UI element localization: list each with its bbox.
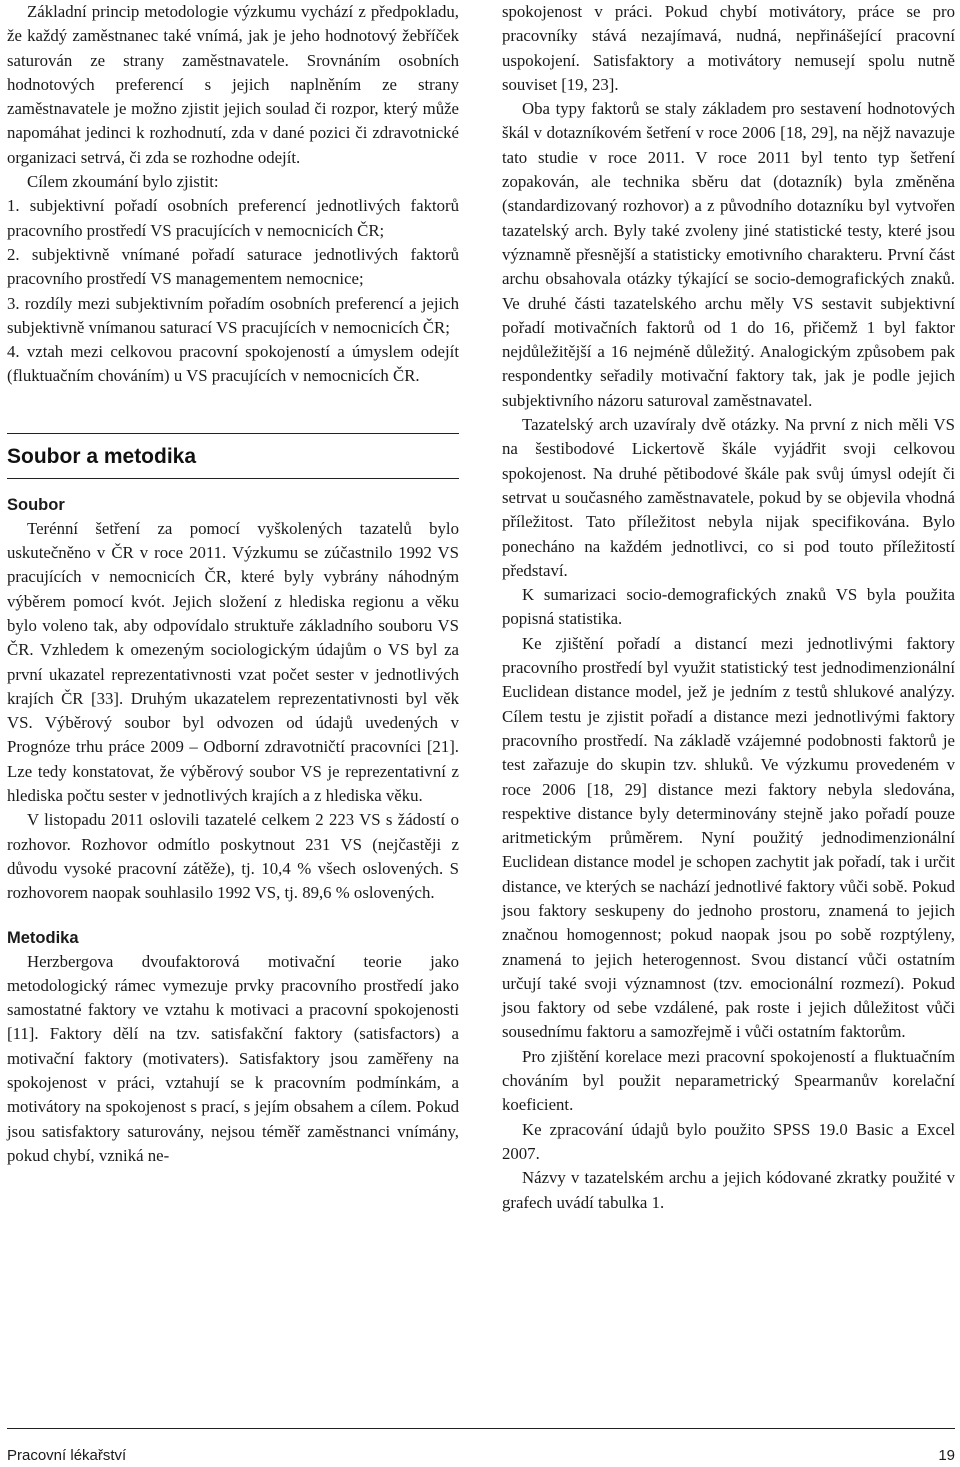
- paragraph-spearman: Pro zjištění korelace mezi pracovní spokojeností a fluktuačním chováním byl použit neparametrický Spearmanův korelační koeficient.: [502, 1046, 955, 1115]
- journal-name: Pracovní lékařství: [7, 1447, 127, 1464]
- goals-intro: Cílem zkoumání bylo zjistit:: [27, 172, 219, 192]
- section-rule-bottom: [7, 478, 459, 479]
- goal-item-2: 2. subjektivně vnímané pořadí saturace jednotlivých faktorů pracovního prostředí VS managementem nemocnice;: [7, 244, 459, 289]
- goal-item-4: 4. vztah mezi celkovou pracovní spokojeností a úmyslem odejít (fluktuačním chováním) u VS pracujících v nemocnicích ČR.: [7, 342, 459, 386]
- soubor-paragraph-1: Terénní šetření za pomocí vyškolených tazatelů bylo uskutečněno v ČR v roce 2011. Výzkumu se zúčastnilo 1992 VS pracujících v nemocnicích ČR, které byly vybrány náhodným výběrem pomocí kvót. Jejich složení z hlediska regionu a věku bylo voleno tak, aby odpovídalo struktuře základního souboru VS ČR. Vzhledem k omezeným sociologickým údajům o VS byl za první ukazatel reprezentativnosti vzat počet sester v jednotlivých krajích ČR [33]. Druhým ukazatelem reprezentativnosti byl věk VS. Výběrový soubor byl odvozen od údajů uvedených v Prognóze trhu práce 2009 – Odborní zdravotničtí pracovníci [21]. Lze tedy konstatovat, že výběrový soubor VS je reprezentativní z hlediska počtu sester v jednotlivých krajích a z hlediska věku.: [7, 518, 459, 806]
- paragraph-questions: Tazatelský arch uzavíraly dvě otázky. Na první z nich měli VS na šestibodové Lickertově škále vyjádřit svoji celkovou spokojenost. Na druhé pětibodové škále pak svůj úmysl odejít či setrvat u současného zaměstnavatele, pokud by se objevila vhodná příležitost. Tato příležitost nebyla nijak specifikována. Bylo ponecháno na každém jednotlivci, co si pod touto příležitostí představí.: [502, 415, 955, 580]
- goal-item-1: 1. subjektivní pořadí osobních preferencí jednotlivých faktorů pracovního prostředí VS pracujících v nemocnicích ČR;: [7, 196, 459, 240]
- section-rule-top: [7, 433, 459, 434]
- paragraph-euclidean: Ke zjištění pořadí a distancí mezi jednotlivými faktory pracovního prostředí byl využit statistický test jednodimenzionální Euclidean distance model, jež je jedním z testů shlukové analýzy. Cílem testu je zjistit pořadí a distance mezi jednotlivými faktory pracovního prostředí. Na základě vzájemné podobnosti faktorů je test zařazuje do skupin tzv. shluků. Ve výzkumu provedeném v roce 2006 [18, 29] distance mezi faktory nebyla sledována, respektive distance byly determinovány stejně jako pořadí pouze aritmetickým průměrem. Nyní použitý jednodimenzionální Euclidean distance model je schopen zachytit jak pořadí, tak i určit distance, ve kterých se nachází jednotlivé faktory vůči sobě. Pokud jsou faktory seskupeny do jednoho prostoru, znamená to jejich značnou homogennost; pokud naopak jsou po sobě rozptýleny, znamená to jejich heterogennost. Svou distancí vůči ostatním určují také svoji významnost (tzv. emocionální rozmezí). Pokud jsou faktory od sebe vzdálené, pak roste i jejich důležitost vůči sousednímu faktoru a samozřejmě i vůči ostatním faktorům.: [502, 633, 955, 1042]
- metodika-paragraph-1: Herzbergova dvoufaktorová motivační teorie jako metodologický rámec vymezuje prvky pracovního prostředí jako samostatné faktory ve vztahu k motivaci a pracovní spokojenosti [11]. Faktory dělí na tzv. satisfakční faktory (satisfactors) a motivační faktory (motivaters). Satisfaktory jsou zaměřeny na spokojenost v práci, vztahují se k pracovním podmínkám, a motivátory na spokojenost s prací, s jejím obsahem a cílem. Pokud jsou satisfaktory saturovány, nejsou téměř zaměstnanci vnímány, pokud chybí, vzniká ne-: [7, 951, 459, 1165]
- paragraph-spss: Ke zpracování údajů bylo použito SPSS 19.0 Basic a Excel 2007.: [502, 1119, 955, 1163]
- section-title: Soubor a metodika: [7, 444, 197, 468]
- intro-paragraph: Základní princip metodologie výzkumu vychází z předpokladu, že každý zaměstnanec také vnímá, jak je jeho hodnotový žebříček saturován ze strany zaměstnavatele. Srovnáním osobních hodnotových preferencí s jejich naplněním ze strany zaměstnavatele je možno zjistit jejich soulad či rozpor, který může napomáhat jedinci k rozhodnutí, zda v dané pozici či zdravotnické organizaci setrvá, či zda se rozhodne odejít.: [7, 2, 459, 167]
- soubor-paragraph-2: V listopadu 2011 oslovili tazatelé celkem 2 223 VS s žádostí o rozhovor. Rozhovor odmítlo poskytnout 231 VS (nejčastěji z důvodu vysoké pracovní zátěže), tj. 10,4 % všech oslovených. S rozhovorem naopak souhlasilo 1992 VS, tj. 89,6 % oslovených.: [7, 810, 459, 903]
- paragraph-scales: Oba typy faktorů se staly základem pro sestavení hodnotových škál v dotazníkovém šetření v roce 2006 [18, 29], na nějž navazuje tato studie v roce 2011. V roce 2011 byl tento typ šetření zopakován, ale technika sběru dat (dotazník) byla změněna (standardizovaný rozhovor) a z původního dotazníku byl vytvořen tazatelský arch. Byly také zvoleny jiné statistické testy, které jsou významně přesnější a statisticky emotivního charakteru. První část archu obsahovala otázky týkající se socio-demografických znaků. Ve druhé části tazatelského archu měly VS sestavit subjektivní pořadí motivačních faktorů od 1 do 16, přičemž 1 byl faktor nejdůležitější a 16 nejméně důležitý. Analogickým způsobem pak respondentky seřadily motivační faktory tak, jak je podle jejich subjektivního názoru saturoval zaměstnavatel.: [502, 99, 955, 410]
- soubor-heading: Soubor: [7, 495, 65, 514]
- paragraph-descriptive: K sumarizaci socio-demografických znaků VS byla použita popisná statistika.: [502, 585, 955, 629]
- left-column: [7, 0, 459, 1168]
- continued-paragraph: spokojenost v práci. Pokud chybí motivátory, práce se pro pracovníky stává nezajímavá, nudná, nepřinášející pracovní uspokojení. Satisfaktory a motivátory nemusejí spolu nutně souviset [19, 23].: [502, 2, 955, 94]
- paragraph-table-ref: Názvy v tazatelském archu a jejich kódované zkratky použité v grafech uvádí tabulka 1.: [502, 1168, 955, 1212]
- goal-item-3: 3. rozdíly mezi subjektivním pořadím osobních preferencí a jejich subjektivně vnímanou saturací VS pracujících v nemocnicích ČR;: [7, 293, 459, 337]
- page-number: 19: [938, 1447, 955, 1464]
- right-column: [502, 0, 955, 1215]
- metodika-heading: Metodika: [7, 928, 79, 947]
- footer-rule: [7, 1428, 955, 1429]
